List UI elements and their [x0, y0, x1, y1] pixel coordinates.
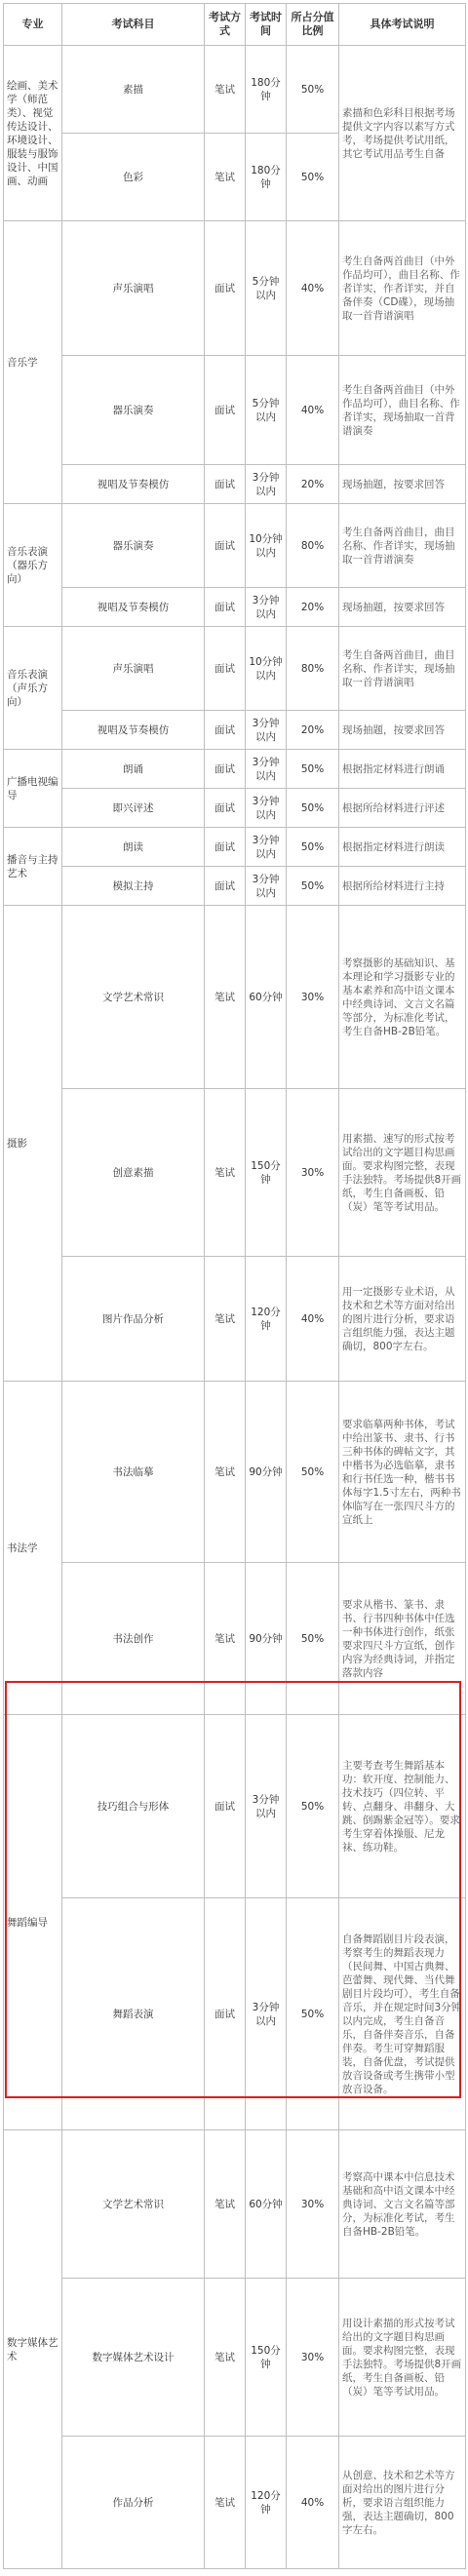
ratio-cell: 30% [287, 1089, 339, 1257]
method-cell: 面试 [205, 1898, 246, 2130]
method-cell: 面试 [205, 828, 246, 867]
subject-cell: 书法临摹 [62, 1382, 205, 1563]
method-cell: 面试 [205, 627, 246, 711]
ratio-cell: 80% [287, 504, 339, 588]
time-cell: 10分钟以内 [246, 504, 287, 588]
header-subject: 考试科目 [62, 4, 205, 46]
time-cell: 90分钟 [246, 1382, 287, 1563]
table-row [4, 221, 466, 356]
ratio-cell: 50% [287, 134, 339, 221]
description-cell: 从创意、技术和艺术等方面对给出的图片进行分析，要求语言组织能力强，表达主题确切，800字左右。 [339, 2437, 466, 2569]
description-cell: 用一定摄影专业术语，从技术和艺术等方面对给出的图片进行分析，要求语言组织能力强，表达主题确切，800字左右。 [339, 1257, 466, 1382]
ratio-cell: 20% [287, 465, 339, 504]
time-cell: 60分钟 [246, 906, 287, 1089]
method-cell: 笔试 [205, 2279, 246, 2437]
subject-cell: 素描 [62, 46, 205, 134]
header-row [4, 4, 466, 46]
major-cell: 绘画、美术学（师范类）、视觉传达设计、环境设计、服装与服饰设计、中国画、动画 [4, 46, 62, 221]
time-cell: 3分钟以内 [246, 465, 287, 504]
table-row [4, 504, 466, 588]
subject-cell: 声乐演唱 [62, 627, 205, 711]
subject-cell: 舞蹈表演 [62, 1898, 205, 2130]
table-row [4, 356, 466, 465]
method-cell: 笔试 [205, 906, 246, 1089]
table-row [4, 867, 466, 906]
description-cell: 现场抽题，按要求回答 [339, 711, 466, 750]
method-cell: 面试 [205, 1715, 246, 1898]
description-cell: 考生自备两首曲目（中外作品均可），曲目名称、作者详实，作者详实，并自备伴奏（CD碟），现场抽取一首背谱演唱 [339, 221, 466, 356]
description-cell: 根据所给材料进行评述 [339, 789, 466, 828]
description-cell: 根据所给材料进行主持 [339, 867, 466, 906]
time-cell: 3分钟以内 [246, 828, 287, 867]
description-cell: 考生自备两首曲目，曲目名称、作者详实，现场抽取一首背谱演唱 [339, 627, 466, 711]
method-cell: 笔试 [205, 1563, 246, 1715]
major-cell: 数字媒体艺术 [4, 2130, 62, 2569]
subject-cell: 视唱及节奏模仿 [62, 711, 205, 750]
time-cell: 180分钟 [246, 134, 287, 221]
method-cell: 笔试 [205, 46, 246, 134]
table-row [4, 1563, 466, 1715]
table-row [4, 711, 466, 750]
time-cell: 120分钟 [246, 2437, 287, 2569]
subject-cell: 图片作品分析 [62, 1257, 205, 1382]
time-cell: 3分钟以内 [246, 867, 287, 906]
description-cell: 主要考查考生舞蹈基本功：软开度、控制能力、技术技巧（四位转、平转、点翻身、串翻身、大跳、倒踢紫金冠等）。要求考生穿着体操服、尼龙袜、练功鞋。 [339, 1715, 466, 1898]
table-row [4, 1898, 466, 2130]
table-row [4, 465, 466, 504]
table-row [4, 627, 466, 711]
time-cell: 180分钟 [246, 46, 287, 134]
table-row [4, 906, 466, 1089]
subject-cell: 技巧组合与形体 [62, 1715, 205, 1898]
subject-cell: 视唱及节奏模仿 [62, 588, 205, 627]
description-cell: 用设计素描的形式按考试给出的文字题目构思画面。要求构图完整，表现手法独特。考场提供8开画纸，考生自备画板、铅（炭）笔等考试用品。 [339, 2279, 466, 2437]
description-cell: 考生自备两首曲目（中外作品均可），曲目名称、作者详实，现场抽取一首背谱演奏 [339, 356, 466, 465]
subject-cell: 数字媒体艺术设计 [62, 2279, 205, 2437]
subject-cell: 作品分析 [62, 2437, 205, 2569]
subject-cell: 创意素描 [62, 1089, 205, 1257]
subject-cell: 器乐演奏 [62, 504, 205, 588]
ratio-cell: 30% [287, 906, 339, 1089]
subject-cell: 文学艺术常识 [62, 906, 205, 1089]
table-row [4, 2130, 466, 2279]
description-cell: 要求临摹两种书体，考试中给出篆书、隶书、行书三种书体的碑帖文字，其中楷书为必选临摹，隶书和行书任选一种，楷书书体每字1.5寸左右，两种书体临写在一张四尺斗方的宣纸上 [339, 1382, 466, 1563]
description-cell: 根据指定材料进行朗读 [339, 828, 466, 867]
major-cell: 摄影 [4, 906, 62, 1382]
method-cell: 面试 [205, 465, 246, 504]
time-cell: 3分钟以内 [246, 588, 287, 627]
ratio-cell: 50% [287, 789, 339, 828]
header-method: 考试方式 [205, 4, 246, 46]
header-ratio: 所占分值比例 [287, 4, 339, 46]
description-cell: 用素描、速写的形式按考试给出的文字题目构思画面。要求构图完整，表现手法独特。考场提供8开画纸，考生自备画板、铅（炭）笔等考试用品。 [339, 1089, 466, 1257]
method-cell: 面试 [205, 356, 246, 465]
table-row [4, 1257, 466, 1382]
time-cell: 150分钟 [246, 2279, 287, 2437]
subject-cell: 文学艺术常识 [62, 2130, 205, 2279]
subject-cell: 声乐演唱 [62, 221, 205, 356]
ratio-cell: 50% [287, 750, 339, 789]
ratio-cell: 50% [287, 1382, 339, 1563]
time-cell: 3分钟以内 [246, 1898, 287, 2130]
time-cell: 3分钟以内 [246, 711, 287, 750]
time-cell: 5分钟以内 [246, 356, 287, 465]
major-cell: 广播电视编导 [4, 750, 62, 828]
description-cell: 现场抽题，按要求回答 [339, 588, 466, 627]
ratio-cell: 50% [287, 867, 339, 906]
major-cell: 播音与主持艺术 [4, 828, 62, 906]
description-cell: 考察高中课本中信息技术基础和高中语文课本中经典诗词、文言文名篇等部分，为标准化考试，考生自备HB-2B铅笔。 [339, 2130, 466, 2279]
ratio-cell: 30% [287, 2279, 339, 2437]
table-row [4, 588, 466, 627]
time-cell: 10分钟以内 [246, 627, 287, 711]
method-cell: 面试 [205, 504, 246, 588]
method-cell: 面试 [205, 588, 246, 627]
exam-table [3, 3, 466, 2569]
method-cell: 笔试 [205, 2130, 246, 2279]
time-cell: 3分钟以内 [246, 750, 287, 789]
time-cell: 3分钟以内 [246, 1715, 287, 1898]
method-cell: 面试 [205, 867, 246, 906]
ratio-cell: 40% [287, 356, 339, 465]
method-cell: 笔试 [205, 1089, 246, 1257]
table-row [4, 2437, 466, 2569]
method-cell: 笔试 [205, 1382, 246, 1563]
time-cell: 90分钟 [246, 1563, 287, 1715]
subject-cell: 器乐演奏 [62, 356, 205, 465]
time-cell: 60分钟 [246, 2130, 287, 2279]
description-cell: 要求从楷书、篆书、隶书、行书四种书体中任选一种书体进行创作，纸张要求四尺斗方宣纸，创作内容为经典诗词，并指定落款内容 [339, 1563, 466, 1715]
header-major: 专业 [4, 4, 62, 46]
ratio-cell: 50% [287, 1563, 339, 1715]
ratio-cell: 50% [287, 1715, 339, 1898]
major-cell: 音乐表演（器乐方向） [4, 504, 62, 627]
table-row [4, 1715, 466, 1898]
table-row [4, 2279, 466, 2437]
method-cell: 面试 [205, 221, 246, 356]
ratio-cell: 50% [287, 1898, 339, 2130]
major-cell: 书法学 [4, 1382, 62, 1715]
ratio-cell: 20% [287, 711, 339, 750]
ratio-cell: 50% [287, 46, 339, 134]
ratio-cell: 30% [287, 2130, 339, 2279]
table-row [4, 1089, 466, 1257]
time-cell: 150分钟 [246, 1089, 287, 1257]
subject-cell: 模拟主持 [62, 867, 205, 906]
major-cell: 音乐表演（声乐方向） [4, 627, 62, 750]
major-cell: 音乐学 [4, 221, 62, 504]
ratio-cell: 50% [287, 828, 339, 867]
description-cell: 考察摄影的基础知识、基本理论和学习摄影专业的基本素养和高中语文课本中经典诗词、文言文名篇等部分，为标准化考试，考生自备HB-2B铅笔。 [339, 906, 466, 1089]
ratio-cell: 20% [287, 588, 339, 627]
time-cell: 3分钟以内 [246, 789, 287, 828]
time-cell: 120分钟 [246, 1257, 287, 1382]
method-cell: 面试 [205, 789, 246, 828]
ratio-cell: 40% [287, 221, 339, 356]
description-cell: 素描和色彩科目根据考场提供文字内容以素写方式考，考场提供考试用纸，其它考试用品考生自备 [339, 46, 466, 221]
description-cell: 现场抽题，按要求回答 [339, 465, 466, 504]
time-cell: 5分钟以内 [246, 221, 287, 356]
method-cell: 笔试 [205, 134, 246, 221]
header-description: 具体考试说明 [339, 4, 466, 46]
subject-cell: 朗读 [62, 828, 205, 867]
method-cell: 面试 [205, 711, 246, 750]
table-row [4, 828, 466, 867]
subject-cell: 色彩 [62, 134, 205, 221]
method-cell: 笔试 [205, 2437, 246, 2569]
table-row [4, 46, 466, 134]
description-cell: 考生自备两首曲目，曲目名称、作者详实，现场抽取一首背谱演奏 [339, 504, 466, 588]
subject-cell: 朗诵 [62, 750, 205, 789]
method-cell: 面试 [205, 750, 246, 789]
ratio-cell: 40% [287, 1257, 339, 1382]
ratio-cell: 80% [287, 627, 339, 711]
table-row [4, 789, 466, 828]
table-row [4, 1382, 466, 1563]
method-cell: 笔试 [205, 1257, 246, 1382]
subject-cell: 视唱及节奏模仿 [62, 465, 205, 504]
table-row [4, 750, 466, 789]
header-time: 考试时间 [246, 4, 287, 46]
subject-cell: 书法创作 [62, 1563, 205, 1715]
subject-cell: 即兴评述 [62, 789, 205, 828]
major-cell: 舞蹈编导 [4, 1715, 62, 2130]
description-cell: 自备舞蹈剧目片段表演，考察考生的舞蹈表现力（民间舞、中国古典舞、芭蕾舞、现代舞、当代舞剧目片段均可），考生自备音乐，并在规定时间3分钟以内完成，考生自备音乐，自备伴奏音乐，自备伴奏。考生可穿舞蹈服装，自备优盘，考试提供放音设备或考生携带小型放音设备。 [339, 1898, 466, 2130]
ratio-cell: 40% [287, 2437, 339, 2569]
description-cell: 根据指定材料进行朗诵 [339, 750, 466, 789]
